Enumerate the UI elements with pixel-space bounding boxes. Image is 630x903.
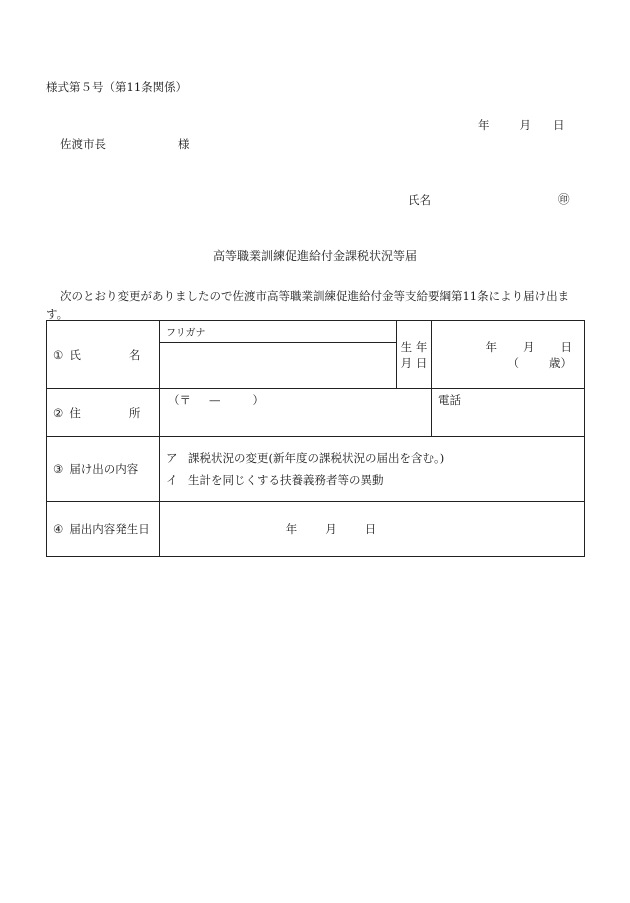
postal-dash: — <box>209 393 221 407</box>
document-title: 高等職業訓練促進給付金課税状況等届 <box>212 249 417 263</box>
furigana-label: フリガナ <box>166 328 206 339</box>
option-b-mark: イ <box>166 473 178 487</box>
addressee-name: 佐渡市長 <box>60 137 106 151</box>
row-number-2: ② <box>53 405 64 420</box>
birth-label-a: 生 年 <box>400 339 428 354</box>
birth-date-field[interactable] <box>432 321 585 389</box>
row-number-3: ③ <box>53 462 64 476</box>
content-option-a[interactable] <box>166 450 584 466</box>
birth-label-cell <box>397 321 432 389</box>
date-day-label: 日 <box>553 118 565 132</box>
age-field <box>508 355 573 371</box>
row-number-4: ④ <box>53 522 64 536</box>
intro-text: 次のとおり変更がありましたので佐渡市高等職業訓練促進給付金等支給要綱第11条により届け出ます。 <box>46 289 570 321</box>
birth-date-ymd <box>486 339 573 355</box>
submission-date <box>478 120 565 132</box>
date-year-label: 年 <box>478 118 490 132</box>
occurred-day-label: 日 <box>364 522 377 536</box>
addressee <box>60 139 190 151</box>
address-field[interactable] <box>160 389 432 437</box>
address-label-cell <box>47 389 160 437</box>
option-b-text: 生計を同じくする扶養義務者等の異動 <box>188 473 384 487</box>
occurred-date-field[interactable] <box>160 502 585 557</box>
phone-label: 電話 <box>438 393 461 407</box>
birth-year-label: 年 <box>485 340 497 354</box>
seal-mark: ㊞ <box>558 192 570 206</box>
age-open: （ <box>507 356 519 370</box>
name-label-cell <box>47 321 160 389</box>
date-month-label: 月 <box>519 118 531 132</box>
birth-month-label: 月 <box>523 340 535 354</box>
name-field[interactable] <box>160 343 397 389</box>
birth-label-b: 月 日 <box>400 355 428 370</box>
occurred-label: 届出内容発生日 <box>69 522 150 536</box>
postal-suffix: ） <box>252 393 264 407</box>
birth-day-label: 日 <box>560 340 572 354</box>
content-label: 届け出の内容 <box>69 462 139 476</box>
content-option-b[interactable] <box>166 472 584 488</box>
occurred-year-label: 年 <box>285 522 298 536</box>
postal-prefix: （〒 <box>168 393 191 407</box>
occurred-label-cell <box>47 502 160 557</box>
applicant-name-label: 氏名 <box>408 193 431 207</box>
row-number-1: ① <box>53 347 64 362</box>
name-label-a: 氏 <box>69 347 81 362</box>
content-field[interactable] <box>160 437 585 502</box>
option-a-text: 課税状況の変更(新年度の課税状況の届出を含む。) <box>188 451 445 465</box>
address-label-a: 住 <box>69 405 81 420</box>
occurred-month-label: 月 <box>325 522 337 536</box>
notification-form-table <box>46 320 585 557</box>
address-label-b: 所 <box>128 405 141 420</box>
name-label-b: 名 <box>128 347 141 362</box>
content-label-cell <box>47 437 160 502</box>
age-close: 歳） <box>549 356 572 370</box>
option-a-mark: ア <box>166 451 178 465</box>
form-number: 様式第５号（第11条関係） <box>46 80 188 94</box>
furigana-field[interactable] <box>160 321 397 343</box>
phone-field[interactable] <box>432 389 585 437</box>
addressee-honorific: 様 <box>178 137 190 151</box>
